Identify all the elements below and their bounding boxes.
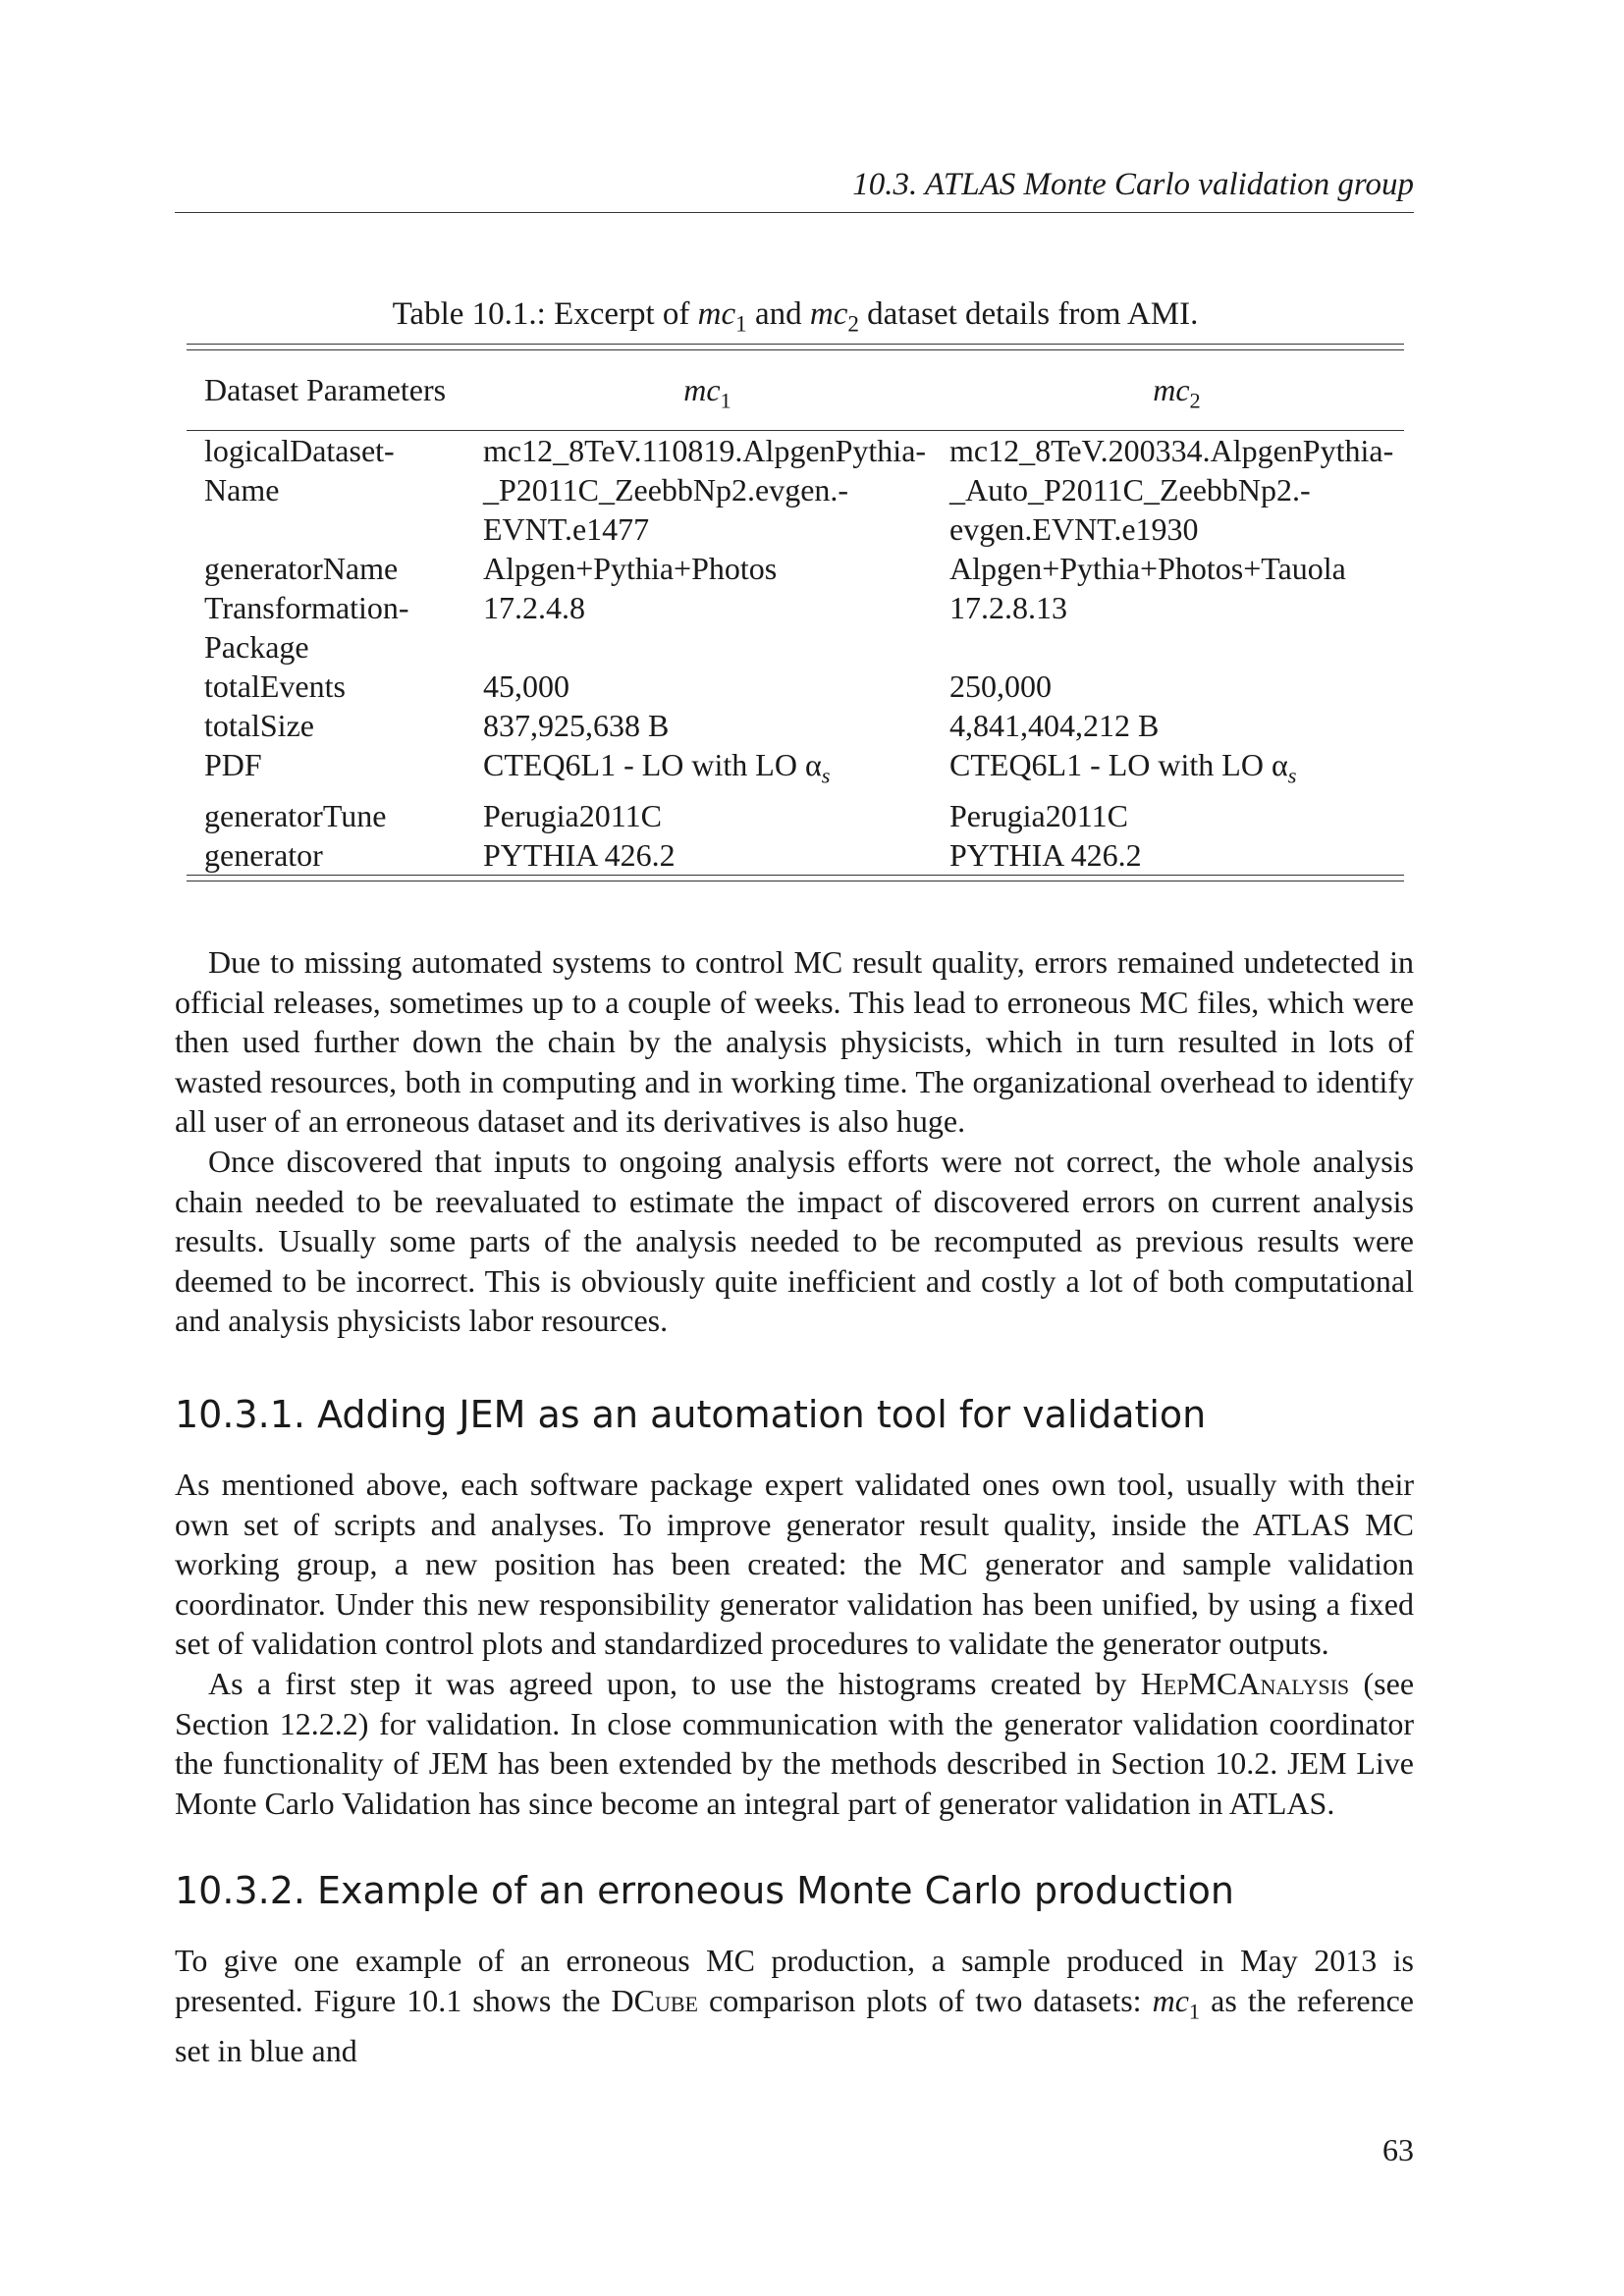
header-mc2: $mc_2$ — [1153, 372, 1201, 413]
cell-mc2: 17.2.8.13 — [949, 590, 1067, 626]
caption-prefix: Table 10.1.: Excerpt of — [392, 296, 690, 332]
table-row — [187, 588, 1404, 667]
cell-param: generatorName — [204, 551, 399, 587]
section-1-paragraph-2: As a first step it was agreed upon, to use the histograms created by HepMCAnalysis (see Section 12.2.2) for validation. In close communication with the generator validation coordinator the functionality of JEM has been extended by the methods described in Section 10.2. JEM Live Monte Carlo Validation has since become an integral part of generator validation in ATLAS. — [175, 1666, 1415, 1821]
dataset-table — [187, 344, 1404, 881]
cell-param: totalSize — [204, 708, 314, 744]
caption-mc1: $mc_1$ — [697, 296, 747, 337]
paragraph-1: Due to missing automated systems to control MC result quality, errors remained undetected in official releases, sometimes up to a couple of weeks. This lead to erroneous MC files, which were then used further down the chain by the analysis physicists, which in turn resulted in lots of wasted resources, both in computing and in working time. The organizational overhead to identify all user of an erroneous dataset and its derivatives is also huge. — [175, 944, 1414, 1139]
cell-mc1: Alpgen+Pythia+Photos — [483, 551, 778, 587]
header-mc1: $mc_1$ — [683, 372, 731, 413]
table-bottom-rule — [187, 875, 1404, 881]
caption-suffix: dataset details from AMI. — [867, 296, 1199, 332]
cell-mc1: CTEQ6L1 - LO with LO $\alpha_s$ — [483, 747, 831, 788]
cell-mc2: Perugia2011C — [949, 797, 1128, 833]
section-2-paragraph-1: To give one example of an erroneous MC production, a sample produced in May 2013 is presented. Figure 10.1 shows the DCube comparison plots of two datasets: $mc_1$ as the reference set in blue and — [175, 1943, 1414, 2069]
table-row — [187, 667, 1404, 706]
table-row — [187, 796, 1404, 835]
table-header-row — [187, 350, 1404, 430]
header-param: Dataset Parameters — [204, 372, 447, 407]
dcube-name: DCube — [611, 1982, 698, 2018]
paragraph-2: Once discovered that inputs to ongoing analysis efforts were not correct, the whole analysis chain needed to be reevaluated to estimate the impact of discovered errors on current analysis results. Usually some parts of the analysis needed to be recomputed as previous results were deemed to be incorrect. This is obviously quite inefficient and costly a lot of both computational and analysis physicists labor resources. — [175, 1144, 1414, 1338]
header-rule — [175, 212, 1414, 213]
cell-mc1: PYTHIA 426.2 — [483, 836, 676, 873]
cell-mc2: Alpgen+Pythia+Photos+Tauola — [949, 551, 1346, 587]
page-number: 63 — [1382, 2132, 1414, 2167]
caption-and: and — [754, 296, 802, 332]
section-1-paragraph-1: As mentioned above, each software package expert validated ones own tool, usually with their own set of scripts and analyses. To improve generator result quality, inside the ATLAS MC working group, a new position has been created: the MC generator and sample validation coordinator. Under this new responsibility generator validation has been unified, by using a fixed set of validation control plots and standardized procedures to validate the generator outputs. — [175, 1467, 1414, 1661]
cell-mc1: Perugia2011C — [483, 797, 662, 833]
cell-mc2: CTEQ6L1 - LO with LO $\alpha_s$ — [949, 747, 1297, 788]
table-row — [187, 431, 1404, 549]
table-row — [187, 835, 1404, 875]
cell-mc1: mc12_8TeV.110819.AlpgenPythia- _P2011C_ZeebbNp2.evgen.- EVNT.e1477 — [483, 433, 927, 548]
cell-param: totalEvents — [204, 668, 346, 705]
section-title-10-3-1: 10.3.1. Adding JEM as an automation tool for validation — [175, 1393, 1207, 1436]
cell-mc1: 837,925,638 B — [483, 708, 670, 744]
table-caption — [187, 296, 1404, 338]
cell-param: Transformation- Package — [204, 590, 409, 666]
cell-mc2: mc12_8TeV.200334.AlpgenPythia- _Auto_P2011C_ZeebbNp2.- evgen.EVNT.e1930 — [949, 433, 1394, 548]
cell-mc1: 17.2.4.8 — [483, 590, 585, 626]
cell-param: logicalDataset- Name — [204, 433, 395, 508]
cell-param: PDF — [204, 747, 262, 783]
table-row — [187, 549, 1404, 588]
table-row — [187, 706, 1404, 745]
caption-mc2: $mc_2$ — [809, 296, 859, 337]
table-top-rule — [187, 344, 1404, 350]
cell-param: generator — [204, 836, 323, 873]
text-mc1: $mc_1$ — [1152, 1982, 1201, 2023]
hepmcanalysis-name: HepMCAnalysis — [1140, 1666, 1350, 1701]
cell-mc2: 4,841,404,212 B — [949, 708, 1160, 744]
cell-mc1: 45,000 — [483, 668, 569, 705]
cell-mc2: 250,000 — [949, 668, 1052, 705]
cell-mc2: PYTHIA 426.2 — [949, 836, 1142, 873]
table-body — [187, 431, 1404, 874]
section-title-10-3-2: 10.3.2. Example of an erroneous Monte Carlo production — [175, 1869, 1235, 1912]
cell-param: generatorTune — [204, 797, 387, 833]
table-row — [187, 745, 1404, 795]
running-head: 10.3. ATLAS Monte Carlo validation group — [852, 167, 1414, 202]
